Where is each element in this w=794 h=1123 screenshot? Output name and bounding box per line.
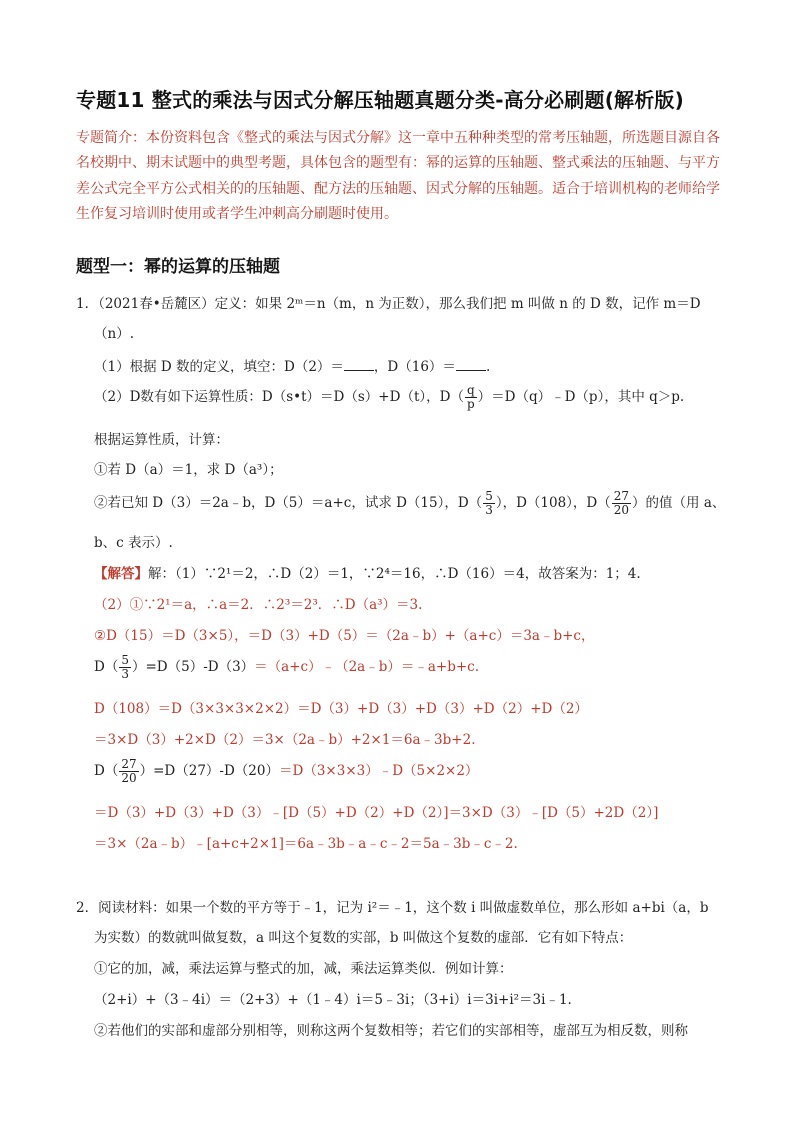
question-2-line-2: 为实数）的数就叫做复数，a 叫这个复数的实部，b 叫做这个复数的虚部．它有如下特点： (94, 930, 633, 946)
intro-line: 专题简介：本份资料包含《整式的乘法与因式分解》这一章中五种种类型的常考压轴题，所选题目源自各 (76, 130, 720, 146)
answer-tag: 【解答】 (94, 566, 148, 582)
fraction-numerator: 27 (121, 757, 137, 771)
answer-line-8: ＝D（3）+D（3）+D（3）﹣[D（5）+D（2）+D（2）]＝3×D（3）﹣[D（5）+2D（2）] (94, 805, 659, 821)
fraction (612, 490, 631, 517)
question-2-line-5: ②若他们的实部和虚部分别相等，则称这两个复数相等；若它们的实部相等，虚部互为相反数，则称 (94, 1023, 688, 1039)
answer-line-9: ＝3×（2a﹣b）﹣[a+c+2×1]＝6a﹣3b﹣a﹣c﹣2＝5a﹣3b﹣c﹣2. (94, 836, 518, 852)
text-segment: （1）根据 D 数的定义，填空：D（2）＝ (94, 359, 344, 375)
question-1-line-2: （n）. (94, 326, 134, 342)
question-1-line-5: 根据运算性质，计算： (94, 432, 229, 448)
text-segment: ＝（a+c）﹣（2a﹣b）＝﹣a+b+c. (254, 659, 480, 675)
answer-line-4 (94, 654, 479, 681)
answer-line-1 (94, 562, 641, 582)
text-segment: ）的值（用 a、 (632, 495, 726, 511)
fraction-denominator: 3 (121, 667, 129, 681)
text-segment: ②若已知 D（3）＝2a﹣b，D（5）＝a+c，试求 D（15），D（ (94, 495, 483, 511)
question-1-line-8: b、c 表示）. (94, 535, 173, 551)
question-1-subpart-2 (94, 490, 725, 517)
answer-line-3: ②D（15）＝D（3×5），＝D（3）+D（5）＝（2a﹣b）+（a+c）＝3a﹣b+c， (94, 628, 595, 644)
text-segment: ）=D（27）-D（20） (139, 763, 279, 779)
intro-paragraph (76, 126, 721, 227)
intro-line: 生作复习培训时使用或者学生冲刺高分刷题时使用。 (76, 205, 398, 222)
fraction-numerator: 5 (485, 489, 493, 503)
fraction-denominator: p (466, 397, 475, 411)
fraction-denominator: 20 (121, 771, 137, 785)
answer-blank (344, 358, 374, 371)
text-segment: （2）D数有如下运算性质：D（s•t）＝D（s）+D（t），D（ (94, 389, 464, 405)
document-title: 专题11 整式的乘法与因式分解压轴题真题分类-高分必刷题(解析版) (76, 88, 684, 112)
text-segment: . (485, 359, 491, 375)
intro-line: 名校期中、期末试题中的典型考题，具体包含的题型有：幂的运算的压轴题、整式乘法的压轴题、与平方 (76, 155, 720, 172)
text-segment: D（ (94, 763, 119, 779)
fraction-numerator: q (466, 383, 475, 397)
answer-line-5: D（108）＝D（3×3×3×2×2）＝D（3）+D（3）+D（3）+D（2）+D（2） (94, 701, 588, 717)
question-1-part-2 (94, 384, 684, 411)
text-segment: ）=D（5）-D（3） (131, 659, 255, 675)
fraction (465, 384, 477, 411)
fraction (119, 654, 131, 681)
question-2-line-3: ①它的加，减，乘法运算与整式的加，减，乘法运算类似．例如计算： (94, 961, 513, 977)
fraction-denominator: 20 (613, 503, 630, 517)
intro-line: 差公式完全平方公式相关的的压轴题、配方法的压轴题、因式分解的压轴题。适合于培训机构的老师给学 (76, 180, 720, 197)
text-segment: ，D（16）＝ (373, 359, 456, 375)
text-segment: ），D（108），D（ (495, 495, 611, 511)
text-segment: 解：（1）∵2¹＝2，∴D（2）＝1，∵2⁴＝16，∴D（16）＝4，故答案为：1；4. (148, 566, 641, 582)
question-2-line-1: 2．阅读材料：如果一个数的平方等于﹣1，记为 i²＝﹣1，这个数 i 叫做虚数单位，那么形如 a+bi（a，b (76, 900, 709, 916)
answer-line-2: （2）①∵2¹＝a，∴a＝2．∴2³＝2³．∴D（a³）＝3. (94, 597, 423, 613)
section-heading: 题型一：幂的运算的压轴题 (76, 257, 280, 277)
fraction (483, 490, 495, 517)
text-segment: D（ (94, 659, 119, 675)
answer-line-7 (94, 758, 478, 785)
answer-line-6: ＝3×D（3）+2×D（2）＝3×（2a﹣b）+2×1＝6a﹣3b+2. (94, 732, 476, 748)
question-2-line-4: （2+i）+（3﹣4i）＝（2+3）+（1﹣4）i＝5﹣3i；（3+i）i＝3i+i²＝3i﹣1. (94, 992, 572, 1008)
answer-blank (456, 358, 486, 371)
question-1-subpart-1: ①若 D（a）＝1，求 D（a³）； (94, 462, 283, 478)
text-segment: ＝D（3×3×3）﹣D（5×2×2） (279, 763, 479, 779)
question-1-part-1 (94, 355, 490, 375)
fraction-denominator: 3 (485, 503, 493, 517)
question-1-line-1: 1．（2021春•岳麓区）定义：如果 2ᵐ＝n（m，n 为正数），那么我们把 m 叫做 n 的 D 数，记作 m＝D (76, 296, 701, 312)
fraction-numerator: 27 (613, 489, 630, 503)
fraction-numerator: 5 (121, 653, 129, 667)
text-segment: ）＝D（q）﹣D（p），其中 q＞p. (477, 389, 685, 405)
fraction (119, 758, 138, 785)
